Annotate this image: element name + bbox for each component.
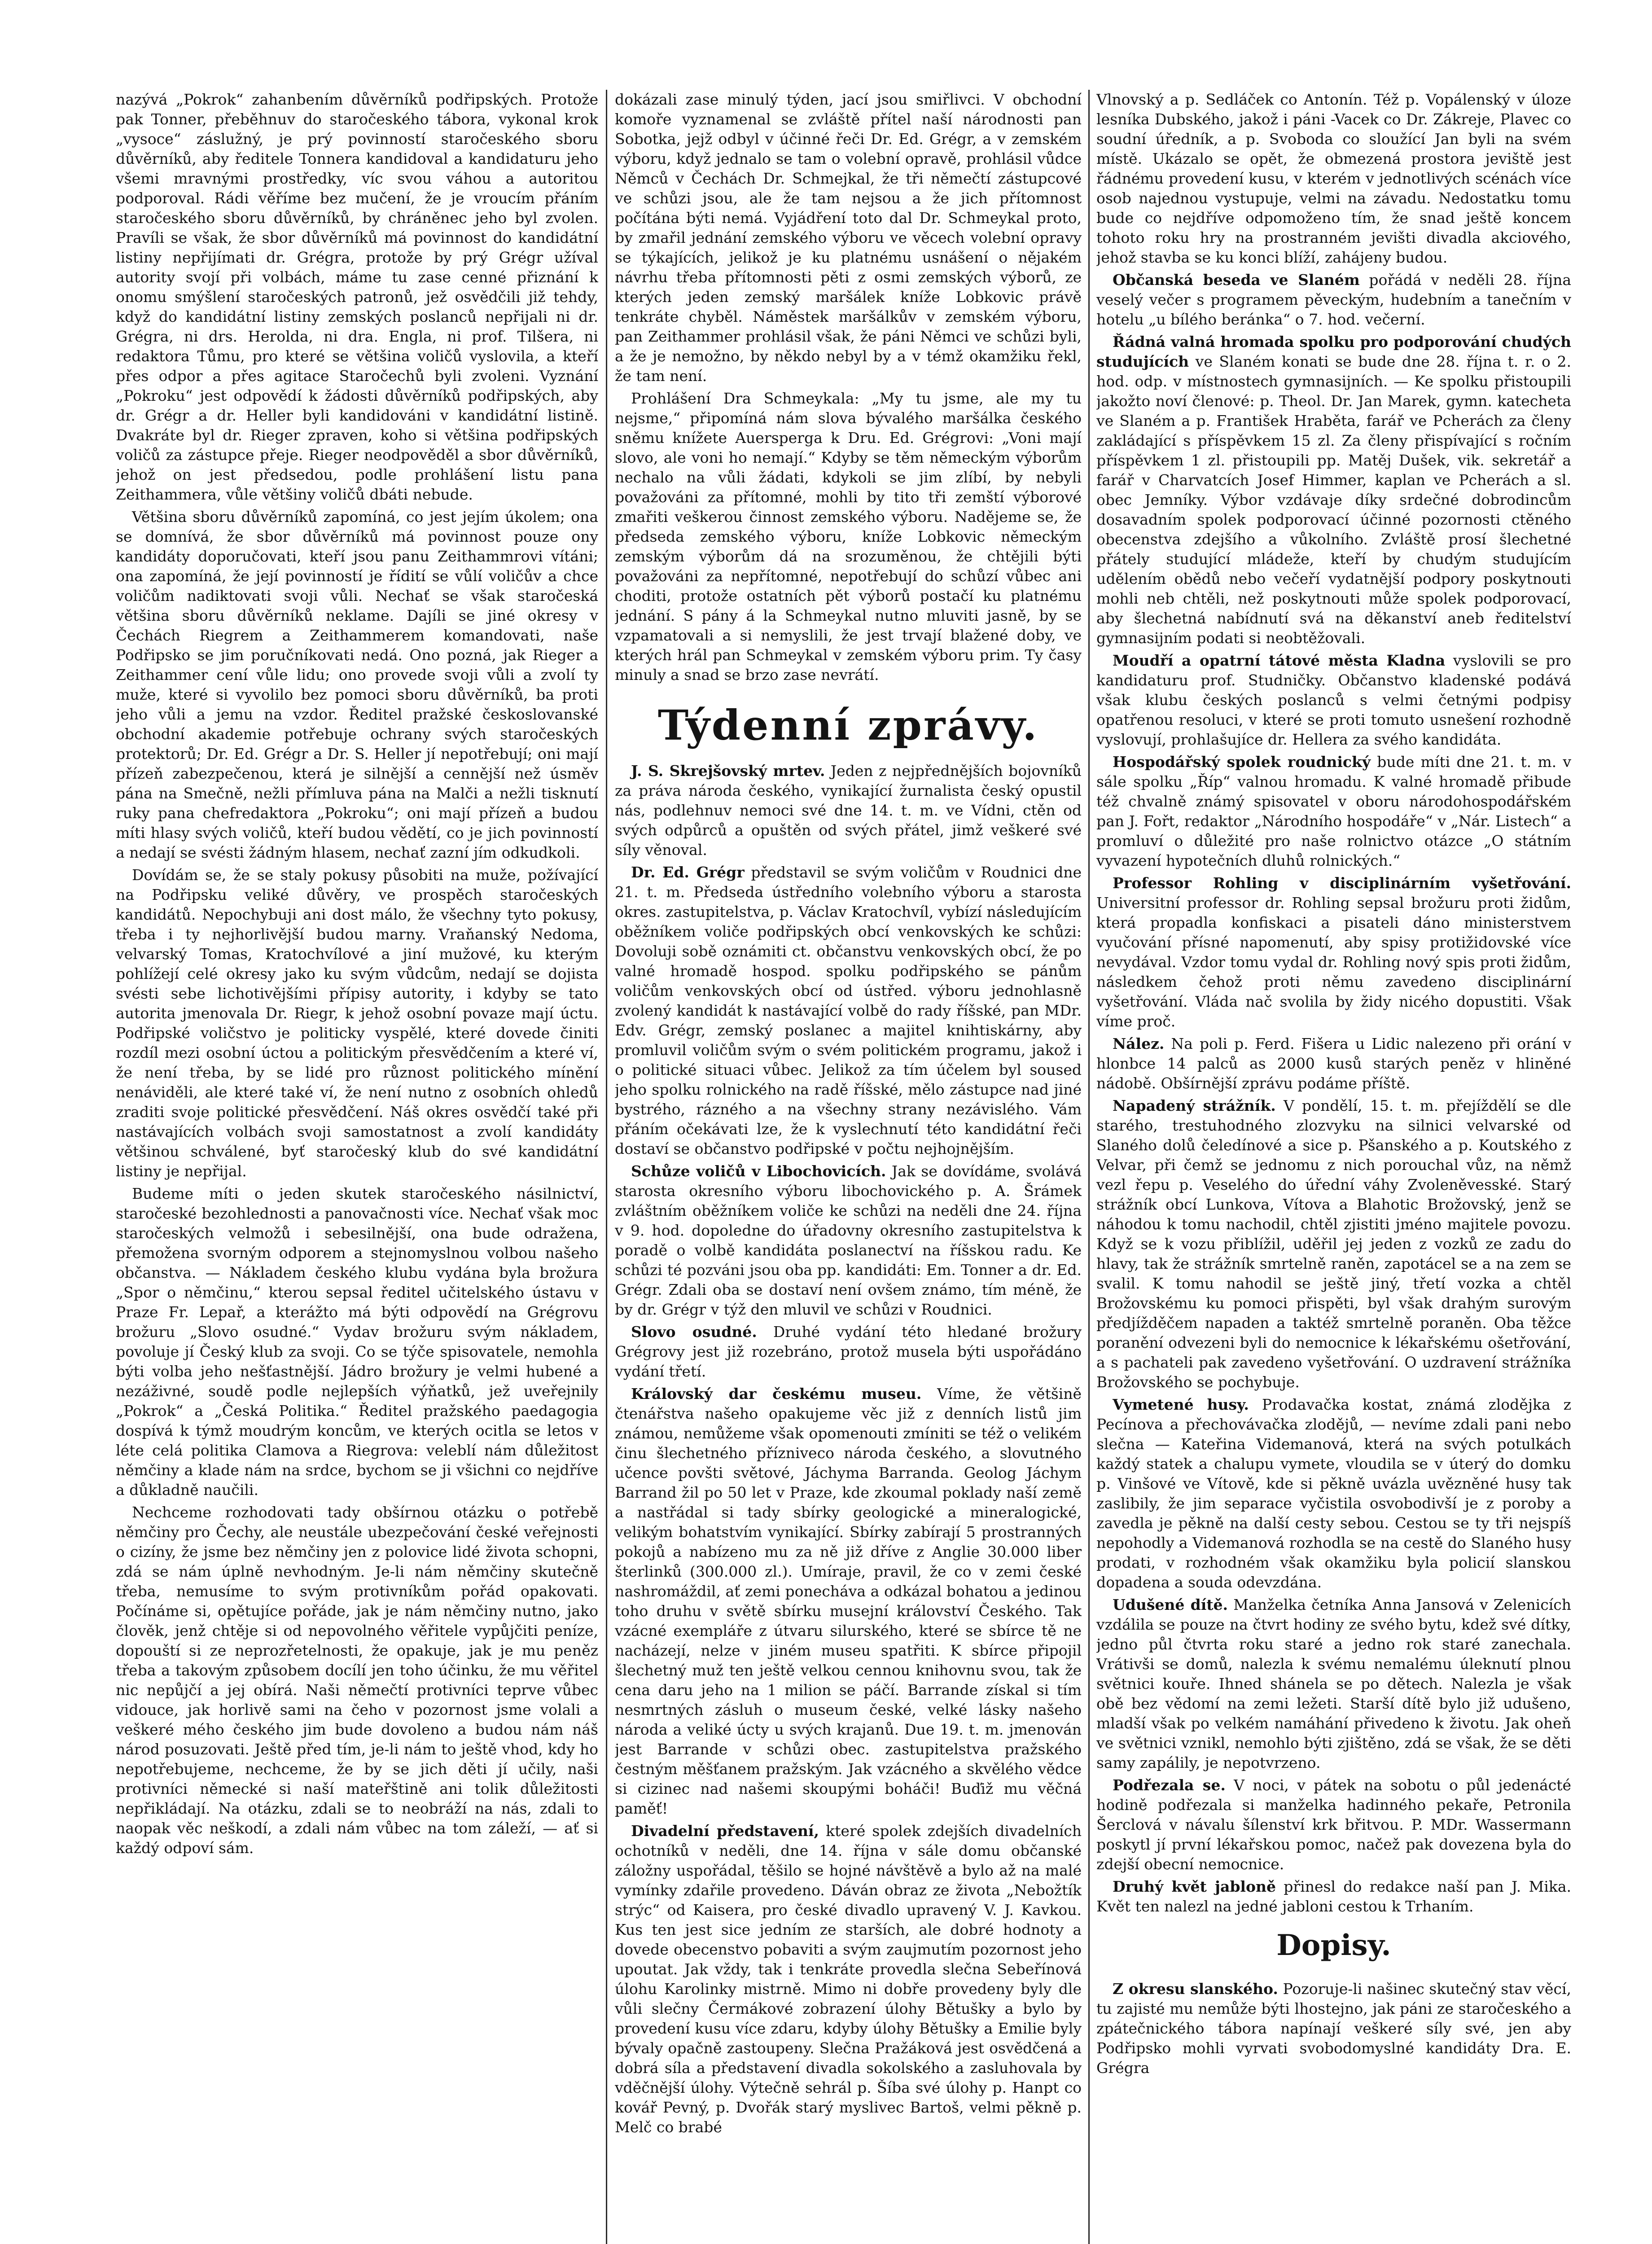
news-item <box>615 1821 1082 2137</box>
letter-text: Pozoruje-li našinec skutečný stav věcí, tu zajisté mu nemůže býti lhostejno, jak páni ze staročeského a zpátečnického tábora napínají veškeré síly své, jen aby Podřipsko mohli vyrvati svobodomyslné kandidáty Dra. E. Grégra <box>1096 1980 1571 2077</box>
news-item-text: Prodavačka kostat, známá zlodějka z Pecínova a přechovávačka zlodějů, — nevíme zdali pani nebo slečna — Kateřina Videmanová, která na svých potulkách každý statek a chalupu vymete, vloudila se v úterý do domku p. Vinšové ve Vítově, kde si pěkně uvázla uvězněné husy tak zaslibily, že jim separace vyčistila osvobodivší je z poroby a zavedla je pěkně na další cesty sebou. Cestou se ty tři nejspíš nepohodly a Videmanová rozhodla se na cestě do Slaného husy prodati, v rozhodném však okamžiku byla policií slanskou dopadena a souda odevzdána. <box>1096 1396 1571 1591</box>
news-item-title: Nález. <box>1113 1035 1165 1052</box>
news-item <box>1096 270 1571 329</box>
column-1-paragraph: Budeme míti o jeden skutek staročeského násilnictví, staročeské bezohlednosti a panovačnosti více. Nechať však moc staročeských velmožů i sebesilnější, ona bude odražena, přemožena svorným odporem a stejnomyslnou volbou našeho občanstva. — Nákladem českého klubu vydána byla brožura „Spor o němčinu,“ kterou sepsal ředitel učitelského ústavu v Praze Fr. Lepař, a kterážto má býti odpovědí na Grégrovu brožuru „Slovo osudné.“ Vydav brožuru svým nákladem, povoluje jí Český klub za svoji. Co se týče spisovatele, nemohla býti volba jeho nešťastnější. Jádro brožury je velmi hubené a nezáživné, soudě podle nejlepších výňatků, jež uveřejnily „Pokrok“ a „Česká Politika.“ Ředitel pražského paedagogia dospívá k týmž moudrým koncům, ve kterých ocitla se letos v léte celá politika Clamova a Riegrova: veleblí nám důležitost němčiny a klade nám na srdce, bychom se ji všichni co nejdříve a důkladně naučili. <box>116 1185 598 1499</box>
news-item-text: přinesl do redakce naší pan J. Mika. Květ ten nalezl na jedné jabloni cestou k Trhaním. <box>1096 1878 1571 1915</box>
news-item-text: V noci, v pátek na sobotu o půl jedenácté hodině podřezala si manželka hadinného pekaře, Petronila Šerclová v návalu šílenství krk břitvou. P. MDr. Wassermann poskytl jí první lékařskou pomoc, načež pak dovezena byla do zdejší obecní nemocnice. <box>1096 1776 1571 1873</box>
news-item <box>1096 873 1571 1031</box>
news-item-title: Vymetené husy. <box>1113 1396 1249 1413</box>
news-item-title: Královský dar českému museu. <box>631 1385 922 1402</box>
news-item <box>1096 651 1571 749</box>
news-item-title: Slovo osudné. <box>631 1323 757 1341</box>
news-item-title: Moudří a opatrní tátové města Kladna <box>1113 652 1446 669</box>
news-item-title: Podřezala se. <box>1113 1776 1226 1794</box>
news-item-title: J. S. Skrejšovský mrtev. <box>631 762 825 780</box>
news-item-title: Občanská beseda ve Slaném <box>1113 271 1360 289</box>
news-item-text: Manželka četníka Anna Jansová v Zelenicích vzdálila se pouze na čtvrt hodiny ze svého bytu, kdež své dítky, jedno půl čtvrta roku staré a jedno rok staré zanechala. Vrátivši se domů, nalezla k svému nemalému úleknutí plnou světnici kouře. Ihned shánela se po dětech. Nalezla je však obě bez vědomí na zemi ležeti. Starší dítě bylo již udušeno, mladší však po velkém namáhání přivedeno k životu. Jak oheň ve světnici vznikl, nemohlo býti zjištěno, zdá se však, že se děti samy zapálily, je nepotvrzeno. <box>1096 1596 1571 1771</box>
column-1-paragraph: Dovídám se, že se staly pokusy působiti na muže, požívající na Podřipsku veliké důvěry, ve prospěch staročeských kandidátů. Nepochybuji ani dost málo, že všechny tyto pokusy, třeba i ty nejhorlivější budou marny. Vraňanský Nedoma, velvarský Tomas, Kratochvílové a jiní mužové, ku kterým pohlížejí celé okresy jako ku svým vůdcům, nedají se dojista svésti sebe lichotivějšími přípisy autority, i kdyby se tato autorita jmenovala Dr. Riegr, k jehož osobní povaze mají úctu. Podřipské voličstvo je politicky vyspělé, které dovede činiti rozdíl mezi osobní úctou a politickým přesvědčením a které ví, že není třeba, by se lidé pro různost politického mínění nenáviděli, ale které také ví, že není nutno z osobních ohledů zraditi svoje politické přesvědčení. Náš okres osvědčí také při nastávajících volbách svoji samostatnost a zvolí kandidáty většinou schválené, byť staročeský klub do své kandidátní listiny je nepřijal. <box>116 866 598 1180</box>
column-1-paragraph: Většina sboru důvěrníků zapomíná, co jest jejím úkolem; ona se domnívá, že sbor důvěrníků má povinnost pouze ony kandidáty doporučovati, kteří jsou panu Zeithammrovi vítáni; ona zapomíná, že její povinností je řídití se vůlí voličův a chce voličům nadiktovati svoji vůli. Nechať se však staročeská většina sboru důvěrníků neklame. Dajíli se jiné okresy v Čechách Riegrem a Zeithammerem komandovati, naše Podřipsko se jim poručníkovati nedá. Ono pozná, jak Rieger a Zeithammer cení vůle lidu; ono provede svoji vůli a zvolí ty muže, které si vyvolilo bez pomoci sboru důvěrníků, ba proti jeho vůli a jemu na vzdor. Ředitel pražské českoslovanské obchodní akademie potřebuje ochrany svých staročeských protektorů; Dr. Ed. Grégr a Dr. S. Heller jí nepotřebují; oni mají přízeň zabezpečenou, která je silnější a cennější než úsměv pána na Smečně, nežli přímluva pána na Malči a nežli tisknutí ruky pana chefredaktora „Pokroku“; oni mají přízeň a budou míti hlasy svých voličů, kteří budou vědětí, co je jich povinností a nedají se svésti žádným hlasem, nechať zazní jím odkudkoli. <box>116 508 598 861</box>
section-title-tydenni-zpravy: Týdenní zprávy. <box>657 701 1039 749</box>
news-item-text: Na poli p. Ferd. Fišera u Lidic nalezeno při orání v hlonbce 14 palců as 2000 kusů starých peněz v hliněné nádobě. Obšírnější zprávu podáme příště. <box>1096 1035 1571 1092</box>
column-1-paragraph: nazývá „Pokrok“ zahanbením důvěrníků podřipských. Protože pak Tonner, přeběhnuv do staročeského tábora, vykonal krok „vysoce“ záslužný, je prý povinností staročeského sboru důvěrníků, aby ředitele Tonnera kandidoval a kandidaturu jeho všemi mravnými prostředky, víc svou váhou a autoritou podporoval. Rádi věříme bez mučení, že je vroucím přáním staročeského sboru důvěrníků, by chráněnec jeho byl zvolen. Pravíli se však, že sbor důvěrníků má povinnost do kandidátní listiny nepřijímati dr. Grégra, protože by prý Grégr užíval autority svojí při volbách, máme tu zase cenné přiznání k onomu smýšlení staročeských patronů, jež osvědčili již tehdy, když do kandidátní listiny zemských poslanců nepřijali ni dr. Grégra, ni drs. Herolda, ni dra. Engla, ni prof. Tilšera, ni redaktora Tůmu, pro které se většina voličů vyslovila, a kteří přes odpor a přes agitace Staročechů byli zvoleni. Vyznání „Pokroku“ jest odpovědí k žádosti důvěrníků podřipských, aby dr. Grégr a dr. Heller byli kandidováni v kandidátní listině. Dvakráte byl dr. Rieger zpraven, koho si většina podřipských voličů za zástupce přeje. Rieger neodpověděl a sbor důvěrníků, jehož on jest předsedou, podle prohlášení listu pana Zeithammera, vůle většiny voličů dbáti nebude. <box>116 91 598 503</box>
column-divider <box>1088 90 1090 2244</box>
news-item-title: Professor Rohling v disciplinárním vyšetřování. <box>1113 874 1571 892</box>
news-item-text: které spolek zdejších divadelních ochotníků v neděli, dne 14. října v sále domu občanské záložny uspořádal, těšilo se hojné návštěvě a bylo až na malé vymínky zdařile provedeno. Dáván obraz ze života „Nebožtík strýc“ od Kaisera, pro české divadlo upravený V. J. Kavkou. Kus ten jest sice jedním ze starších, ale dobré hodnoty a dovede obecenstvo pobaviti a svým zaujmutím pozornost jeho upoutat. Jak vždy, tak i tenkráte provedla slečna Sebeřínová úlohu Karolinky mistrně. Mimo ni dobře provedeny byly dle vůli slečny Čermákové zobrazení úlohy Bětušky a bylo by provedení kusu více zdaru, kdyby úlohy Bětušky a Emilie byly bývaly opačně zastoupeny. Slečna Pražáková jest osvědčená a dobrá síla a představení divadla sokolského a zasluhovala by vděčnější úlohy. Výtečně sehrál p. Šíba své úlohy p. Hanpt co kovář Pevný, p. Dvořák starý myslivec Bartoš, velmi pěkně p. Melč co brabé <box>615 1822 1082 2136</box>
news-item-text: Víme, že většině čtenářstva našeho opakujeme věc již z denních listů jim známou, nemůžeme však opomenouti zmíniti se též o velikém činu šlechetného přízniveco národa českého, a slovutného učence povšti světové, Jáchyma Barranda. Geolog Jáchym Barrand žil po 50 let v Praze, kde zkoumal poklady naší země a nastřádal si tady sbírky geologické a mineralogické, velikým bohatstvím vynikající. Sbírky zabírají 5 prostranných pokojů a nabízeno mu za ně již dříve z Anglie 30.000 liber šterlinků (300.000 zl.). Umíraje, pravil, že co v zemi české nashromáždil, ať zemi ponecháva a odkázal bohatou a jedinou toho druhu v světě sbírku musejní království Českého. Tak vzácné exempláře z útvaru silurského, které se sbírce tě ne nacházejí, nelze v jiném museu spatřiti. K sbírce připojil šlechetný muž ten ještě velkou cennou knihovnu svou, tak že cena daru jeho na 1 milion se páčí. Barrande získal si tím nesmrtných zásluh o museum české, velké lásky našeho národa a veliké úcty u svých krajanů. Due 19. t. m. jmenován jest Barrande v schůzi obec. zastupitelstva pražského čestným měšťanem pražským. Jak vzácného a skvělého vědce si cizinec nad našemi skoupými boháči! Buďiž mu věčná paměť! <box>615 1385 1082 1817</box>
column-2 <box>615 90 1082 2244</box>
news-item <box>1096 1877 1571 1916</box>
column-1-paragraph: Nechceme rozhodovati tady obšírnou otázku o potřebě němčiny pro Čechy, ale neustále ubezpečování české veřejnosti o cizíny, že jsme bez němčiny jen z polovice lidé života schopni, zdá se nám úplně nevhodným. Je-li nám němčiny skutečně třeba, nemusíme to svým protivníkům pořád opakovati. Počínáme si, opětujíce pořáde, jak je nám němčiny nutno, jako člověk, jenž chtěje si od nepovolného věřitele vypůjčiti peníze, dopouští si ze neprozřetelnosti, že opakuje, jak je mu peněz třeba a takovým způsobem docílí jen toho účinku, že mu věřitel nic nepůjčí a jej obírá. Naši němečtí protivníci teprve vůbec vidouce, jak horlivě sami na čeho v pozornost jsme volali a veškeré mého českého jim bude dovoleno a budou nám náš národ posuzovati. Ještě před tím, je-li nám to ještě vhod, kdy ho nepotřebujeme, nechceme, že by se jich děti jí učily, naši protivníci německé si naší mateřštině ani tolik důležitosti nepřikládají. Na otázku, zdali se to neobráží na nás, zdali to naopak věc neškodí, a zdali nám vůbec na tom záleží, — ať si každý odpoví sám. <box>116 1503 598 1857</box>
news-item <box>615 761 1082 860</box>
news-item-text: Jeden z nejpřednějších bojovníků za práva národa českého, vynikající žurnalista český opustil nás, podlehnuv nemoci své dne 14. t. m. ve Vídni, ctěn od svých odpůrců a opuštěn od svých přátel, jimž veškeré své síly věnoval. <box>615 762 1082 859</box>
news-item-text: vyslovili se pro kandidaturu prof. Studničky. Občanstvo kladenské podává však klubu českých poslanců s velmi četnými podpisy opatřenou resoluci, v které se proti tomuto usnešení rozhodně vyslovují, prohlašujíce dr. Hellera za svého kandidáta. <box>1096 652 1571 748</box>
news-item-text: Druhé vydání této hledané brožury Grégrovy jest již rozebráno, protož musela býti uspořádáno vydání třetí. <box>615 1323 1082 1380</box>
news-item-text: Jak se dovídáme, svolává starosta okresního výboru libochovického p. A. Šrámek zvláštním oběžníkem voliče ke schůzi na neděli dne 24. října v 9. hod. dopoledne do úřadovny okresního zastupitelstva k poradě o volbě kandidáta poslanectví na říšskou radu. Ke schůzi té pozváni jsou oba pp. kandidáti: Em. Tonner a dr. Ed. Grégr. Zdali oba se dostaví není ovšem známo, tím méně, že by dr. Grégr v týž den mluvil ve schůzi v Roudnici. <box>615 1162 1082 1318</box>
news-item <box>615 863 1082 1159</box>
news-item-text: představil se svým voličům v Roudnici dne 21. t. m. Předseda ústředního volebního výboru a starosta okres. zastupitelstva, p. Václav Kratochvíl, vybízí následujícím oběžníkem voliče podřipských obcí venkovských ke schůzi: Dovoluji sobě oznámiti ct. občanstvu venkovských obcí, že po valné hromadě hospod. spolku podřipského se pánům voličům venkovských obcí od ústřed. výboru jednohlasně zvolený kandidát k nastávající volbě do rady říšské, pan MDr. Edv. Grégr, zemský poslanec a majitel knihtiskárny, aby promluvil voličům svým o svém politickém programu, jakož i o politické situaci vůbec. Jelikož za tím účelem byl soused jeho spolku rolnického na radě říšské, mělo zástupce nad jiné bystrého, rázného a na všechny strany nezávislého. Vám přáním očekávati lze, že k vyslechnutí této kandidátní řeči dostaví se občanstvo podřipské v počtu nejhojnějším. <box>615 863 1082 1157</box>
news-item-text: ve Slaném konati se bude dne 28. října t. r. o 2. hod. odp. v místnostech gymnasijních. — Ke spolku přistoupili jakožto noví členové: p. Theol. Dr. Jan Marek, gymn. katecheta ve Slaném a p. František Hraběta, farář ve Pcherách za členy zakládající s příspěvkem 15 zl. Za členy přispívající s ročním příspěvkem 1 zl. přistoupili pp. Matěj Dušek, vik. sekretář a farář v Charvatcích Josef Himmer, kaplan ve Pcherách a sl. obec Jemníky. Výbor vzdávaje díky srdečné dobrodincům dosavadním spolek podporovací účinné pozornosti ctěného obecenstva zdejšího a vůkolního. Zvláště prosí šlechetné přátely studující mládeže, kteří by chudým studujícím udělením obědů nebo večeří vydatnější podpory poskytnouti mohli neb chtěli, než poskytnouti může spolek podporovací, aby šlechetná nabídnutí svá na děkanství aneb ředitelství gymnasijním podati si neobtěžovali. <box>1096 353 1571 647</box>
column-3-paragraph: Vlnovský a p. Sedláček co Antonín. Též p. Vopálenský v úloze lesníka Dubského, jakož i páni -Vacek co Dr. Zákreje, Plavec co soudní úředník, a p. Svoboda co sloužící Jan byli na svém místě. Ukázalo se opět, že obmezená prostora jeviště jest řádnému provedení kusu, v kterém v jednotlivých scénách více osob najednou vystupuje, velmi na závadu. Nedostatku tomu bude co nejdříve odpomoženo tím, že snad ještě koncem tohoto roku hry na prostranném jevišti divadla akciového, jehož stavba se ku konci blíží, zahájeny budou. <box>1096 91 1571 266</box>
news-item <box>1096 332 1571 648</box>
news-item-title: Dr. Ed. Grégr <box>631 863 745 881</box>
news-item-text: bude míti dne 21. t. m. v sále spolku „Říp“ valnou hromadu. K valné hromadě přibude též chvalně známý spisovatel v oboru národohospodářském pan J. Fořt, redaktor „Národního hospodáře“ v „Nár. Listech“ a promluví o důležité pro naše rolnictvo otázce „O státním vyvazení hypotečních dluhů rolnických.“ <box>1096 753 1571 869</box>
column-2-paragraph: Prohlášení Dra Schmeykala: „My tu jsme, ale my tu nejsme,“ připomíná nám slova bývalého maršálka českého sněmu knížete Auersperga k Dru. Ed. Grégrovi: „Voni mají slovo, ale voni ho nemají.“ Kdyby se těm německým výborům nechalo na vůli žádati, kdykoli se jim zlíbí, by nebyli považováni za přítomné, mohli by tito tři zemští výborové zmařiti veškerou činnost zemského výboru. Nadějeme se, že předseda zemského výboru, kníže Lobkovic německým zemským výborům dá na srozuměnou, že chtějili býti považováni za nepřítomné, nepotřebují do schůzí vůbec ani choditi, protože ostatních pět výborů postačí ku platnému jednání. S pány á la Schmeykal nutno mluviti jasně, by se vzpamatovali a si nemyslili, že jest trvají blažené doby, ve kterých hrál pan Schmeykal v zemském výboru prim. Ty časy minuly a snad se brzo zase nevrátí. <box>615 390 1082 684</box>
column-3 <box>1096 90 1571 2244</box>
news-item-title: Hospodářský spolek roudnický <box>1113 753 1371 771</box>
news-item <box>1096 1395 1571 1592</box>
news-item-title: Udušené dítě. <box>1113 1596 1228 1613</box>
news-item-title: Napadený strážník. <box>1113 1097 1276 1114</box>
news-item <box>1096 1096 1571 1392</box>
news-item-title: Druhý květ jabloně <box>1113 1878 1276 1895</box>
news-item <box>615 1384 1082 1819</box>
news-item <box>1096 1034 1571 1093</box>
news-item-title: Schůze voličů v Libochovicích. <box>631 1162 886 1180</box>
news-item <box>1096 1775 1571 1874</box>
column-1 <box>116 90 598 2244</box>
news-item <box>1096 752 1571 871</box>
news-item-text: V pondělí, 15. t. m. přejíždělí se dle starého, trestuhodného zlozvyku na silnici velvarské od Slaného dolů čeledínové a sice p. Pšanského a p. Koutského z Velvar, při čemž se jednomu z nich porouchal vůz, na němž vezl řepu p. Veselého do úřední váhy Zvoleněvesské. Starý strážník obcí Lunkova, Vítova a Blahotic Brožovský, jenž se náhodou k tomu nachodil, chtěl zjistiti jméno majitele povozu. Když se k vozu přiblížil, uděřil jej jeden z vozků ze zadu do hlavy, tak že strážník smrtelně raněn, zapotácel se a na zem se svalil. K tomu nahodil se ještě jiný, třetí vozka a chtěl Brožovskému ku pomoci přispěti, byl však drahým surovým předjížděčem napaden a taktéž smrtelně poraněn. Oba těžce poranění odvezeni byli do nemocnice k lékařskému ošetřování, a s pachateli pak zavedeno vyšetřování. O uzdravení strážníka Brožovského se pochybuje. <box>1096 1097 1571 1391</box>
news-item-title: Divadelní představení, <box>631 1822 819 1840</box>
column-2-paragraph: dokázali zase minulý týden, jací jsou smiřlivci. V obchodní komoře vyznamenal se zvláště přítel naší národnosti pan Sobotka, jejž odbyl v účinné řeči Dr. Ed. Grégr, a v zemském výboru, když jednalo se tam o volební opravě, prohlásil vůdce Němců v Čechách Dr. Schmejkal, že tři němečtí zástupcové ve schůzi jsou, ale že tam nejsou a že jich přítomnost počítána býti nemá. Vyjádření toto dal Dr. Schmeykal proto, by zmařil jednání zemského výboru ve věcech volební opravy se týkajících, jelikož je ku platnému usnášení o nějakém návrhu třeba přítomnosti pěti z osmi zemských výborů, ze kterých jeden zemský maršálek kníže Lobkovic právě tenkráte chyběl. Náměstek maršálkův v zemském výboru, pan Zeithammer prohlásil však, že páni Němci ve schůzi byli, a že je nemožno, by někdo nebyl by a v témž okamžiku řekl, že tam není. <box>615 91 1082 385</box>
letter-item <box>1096 1979 1571 2078</box>
news-item <box>615 1322 1082 1381</box>
news-item-text: Universitní professor dr. Rohling sepsal brožuru proti židům, která propadla konfiskaci a pisateli dáno ministerstvem vyučování přísné napomenutí, aby spisy protižidovské více nevydával. Vzdor tomu vydal dr. Rohling nový spis proti židům, následkem čehož proti němu zavedeno disciplinární vyšetřování. Vláda nač svolila by židy nicého dopustiti. Však víme proč. <box>1096 894 1571 1030</box>
column-divider <box>606 90 607 2244</box>
letter-title: Z okresu slanského. <box>1113 1980 1278 1998</box>
news-item <box>1096 1595 1571 1773</box>
section-title-dopisy: Dopisy. <box>1276 1928 1391 1962</box>
news-item-title: Řádná valná hromada spolku pro podporování chudých studujících <box>1096 333 1571 370</box>
news-item <box>615 1161 1082 1319</box>
news-item-text: pořádá v neděli 28. října veselý večer s programem pěveckým, hudebním a tanečním v hotelu „u bílého beránka“ o 7. hod. večerní. <box>1096 271 1571 328</box>
